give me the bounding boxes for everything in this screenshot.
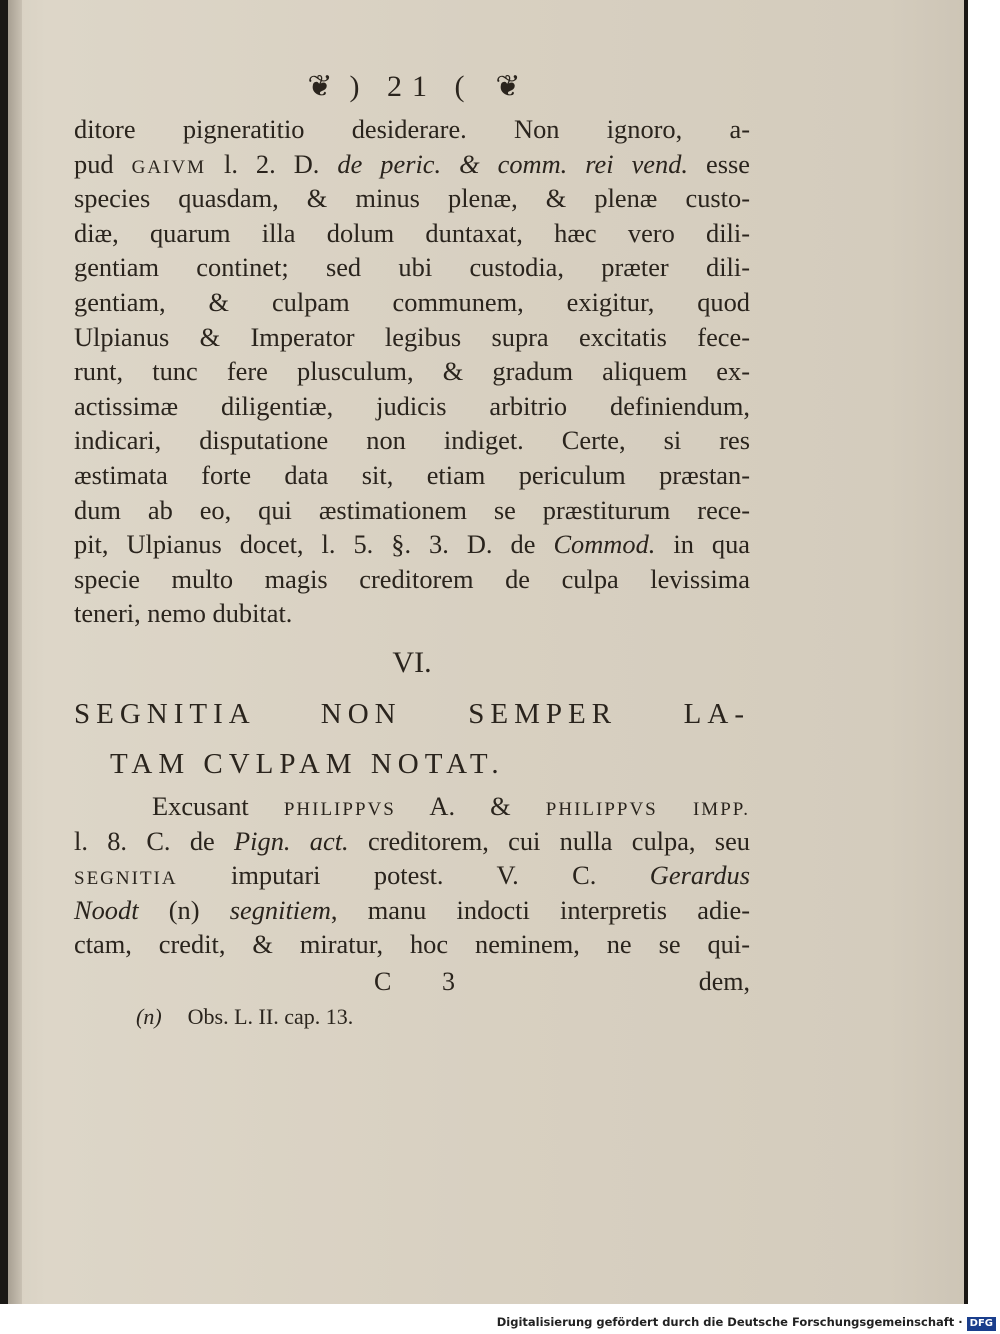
body-line: diæ, quarum illa dolum duntaxat, hæc vero dili- <box>74 217 750 248</box>
body-line: Ulpianus & Imperator legibus supra excitatis fece- <box>74 321 750 352</box>
body-line: teneri, nemo dubitat. <box>74 598 293 629</box>
text-run: pud <box>74 148 132 179</box>
body-line <box>74 824 750 859</box>
text-run: imputari potest. V. C. <box>177 860 650 891</box>
body-line: runt, tunc fere plusculum, & gradum aliquem ex- <box>74 356 750 387</box>
footnote-text: Obs. L. II. cap. 13. <box>187 1003 354 1029</box>
running-header <box>74 62 750 112</box>
signature-line <box>74 964 750 1000</box>
body-line <box>74 893 750 928</box>
term-smallcaps: SEGNITIA <box>74 868 178 890</box>
citation-italic: de peric. & comm. rei vend. <box>337 148 689 179</box>
body-line <box>74 858 750 893</box>
body-line: specie multo magis creditorem de culpa levissima <box>74 563 750 594</box>
footnote-ref: (n) <box>138 894 230 925</box>
term-italic: segnitiem <box>229 894 331 925</box>
body-line: ctam, credit, & miratur, hoc neminem, ne se qui- <box>74 929 750 960</box>
funding-credit <box>497 1313 996 1331</box>
section-number: VI. <box>392 645 432 679</box>
ornament-right-icon: ❦ <box>495 70 521 103</box>
ornament-left-icon: ❦ <box>307 70 333 103</box>
text-run: l. 8. C. de <box>74 825 235 856</box>
author-smallcaps: GAIVM <box>131 156 206 178</box>
name-smallcaps: PHILIPPVS IMPP. <box>545 798 750 820</box>
credit-text: Digitalisierung gefördert durch die Deutsche Forschungsgemeinschaft · <box>496 1315 963 1329</box>
text-run: esse <box>688 148 750 179</box>
body-line: actissimæ diligentiæ, judicis arbitrio definiendum, <box>74 390 750 421</box>
catchword: dem, <box>698 966 750 996</box>
name-smallcaps: PHILIPPVS <box>283 798 396 820</box>
body-line: gentiam, & culpam communem, exigitur, quod <box>74 286 750 317</box>
body-line: æstimata forte data sit, etiam periculum præstan- <box>74 459 750 490</box>
text-run: pit, Ulpianus docet, l. 5. §. 3. D. de <box>74 529 554 560</box>
dfg-logo: DFG <box>967 1317 996 1331</box>
body-line: indicari, disputatione non indiget. Certe, si res <box>74 425 750 456</box>
body-line: dum ab eo, qui æstimationem se præstiturum rece- <box>74 494 750 525</box>
body-line <box>74 789 750 824</box>
body-line: ditore pigneratitio desiderare. Non ignoro, a- <box>74 114 750 144</box>
text-run: A. & <box>395 790 546 821</box>
text-run: l. 2. D. <box>205 148 338 179</box>
page-gutter <box>8 0 22 1304</box>
signature-mark: C <box>374 966 392 996</box>
name-italic: Gerardus <box>649 860 750 891</box>
name-italic: Noodt <box>74 894 139 925</box>
page-number: ) 21 ( <box>349 70 475 103</box>
body-line <box>74 147 750 182</box>
text-run: in qua <box>655 529 751 560</box>
body-line: gentiam continet; sed ubi custodia, præter dili- <box>74 252 750 283</box>
text-run: , manu indocti interpretis adie- <box>330 894 751 925</box>
section-title-line1: SEGNITIA NON SEMPER LA- <box>74 697 750 730</box>
citation-italic: Pign. act. <box>234 825 349 856</box>
footnote <box>74 1000 750 1034</box>
book-page <box>8 0 964 1304</box>
signature-number: 3 <box>442 966 455 996</box>
section-title-line2: TAM CVLPAM NOTAT. <box>110 747 505 780</box>
citation-italic: Commod. <box>553 529 656 560</box>
body-line <box>74 527 750 562</box>
text-run: Excusant <box>152 790 284 821</box>
text-run: creditorem, cui nulla culpa, seu <box>348 825 750 856</box>
body-line: species quasdam, & minus plenæ, & plenæ custo- <box>74 183 750 214</box>
footnote-mark: (n) <box>136 1003 162 1029</box>
text-block <box>74 62 750 1034</box>
